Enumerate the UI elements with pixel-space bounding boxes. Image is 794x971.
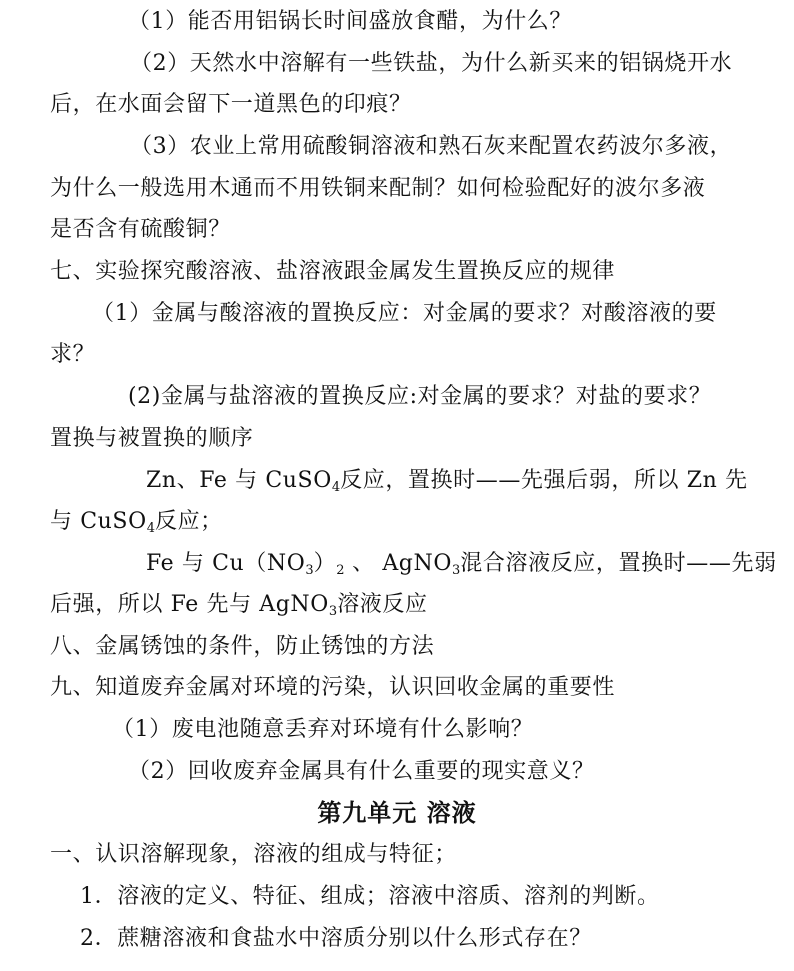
- reaction-line: [50, 590, 428, 627]
- subscript: 2: [336, 563, 345, 578]
- section-heading-text: 八、金属锈蚀的条件，防止锈蚀的方法: [50, 634, 435, 659]
- text-line: [50, 340, 95, 370]
- reaction-text: 后强，所以 Fe 先与 AgNO: [50, 592, 329, 617]
- question-line: [130, 49, 732, 79]
- question-text: （1）能否用铝锅长时间盛放食醋，为什么？: [128, 9, 572, 34]
- subscript: 4: [331, 480, 341, 495]
- reaction-text: 、 AgNO: [344, 551, 452, 576]
- text-line: [50, 90, 412, 120]
- subscript: 3: [328, 604, 338, 619]
- reaction-text: 混合溶液反应，置换时——先弱: [460, 551, 777, 576]
- text-line: [50, 215, 231, 245]
- list-item-text: 1．溶液的定义、特征、组成；溶液中溶质、溶剂的判断。: [80, 884, 660, 909]
- reaction-text: Fe 与 Cu（NO: [146, 551, 306, 576]
- question-line: [128, 7, 572, 37]
- section-heading-text: 一、认识溶解现象，溶液的组成与特征；: [50, 842, 457, 867]
- section-heading-text: 七、实验探究酸溶液、盐溶液跟金属发生置换反应的规律: [50, 259, 616, 284]
- question-line: [92, 299, 717, 329]
- body-text: 后，在水面会留下一道黑色的印痕？: [50, 92, 412, 117]
- question-line: [112, 715, 533, 745]
- body-text: 是否含有硫酸铜？: [50, 217, 231, 242]
- question-text: （2）天然水中溶解有一些铁盐，为什么新买来的铝锅烧开水: [130, 51, 733, 76]
- unit-title-text: 第九单元 溶液: [317, 798, 477, 827]
- reaction-text: 与 CuSO: [50, 509, 147, 534]
- body-text: 求？: [50, 342, 96, 367]
- question-line: [128, 382, 711, 412]
- section-heading: [50, 673, 615, 703]
- reaction-text: Zn、Fe 与 CuSO: [146, 468, 332, 493]
- reaction-line: [146, 549, 777, 586]
- reaction-line: [50, 507, 223, 544]
- question-text: (2)金属与盐溶液的置换反应:对金属的要求？对盐的要求？: [128, 384, 712, 409]
- body-text: 为什么一般选用木通而不用铁铜来配制？如何检验配好的波尔多液: [50, 176, 706, 201]
- subscript: 3: [305, 563, 314, 578]
- question-line: [128, 757, 595, 787]
- text-line: [50, 174, 705, 204]
- question-text: （2）回收废弃金属具有什么重要的现实意义？: [128, 759, 595, 784]
- subscript: 3: [451, 563, 461, 578]
- reaction-line: [146, 466, 748, 503]
- list-item: [80, 924, 592, 954]
- reaction-text: 溶液反应: [337, 592, 428, 617]
- reaction-text: 反应；: [154, 509, 223, 534]
- body-text: 置换与被置换的顺序: [50, 426, 254, 451]
- question-text: （1）废电池随意丢弃对环境有什么影响？: [112, 717, 534, 742]
- section-heading: [50, 840, 457, 870]
- list-item-text: 2．蔗糖溶液和食盐水中溶质分别以什么形式存在？: [80, 926, 592, 951]
- subscript: 4: [146, 521, 155, 536]
- section-heading: [50, 632, 434, 662]
- unit-title: [0, 797, 794, 829]
- text-line: [50, 424, 253, 454]
- question-text: （1）金属与酸溶液的置换反应：对金属的要求？对酸溶液的要: [92, 301, 717, 326]
- question-text: （3）农业上常用硫酸铜溶液和熟石灰来配置农药波尔多液，: [130, 134, 733, 159]
- section-heading-text: 九、知道废弃金属对环境的污染，认识回收金属的重要性: [50, 675, 616, 700]
- reaction-text: 反应，置换时——先强后弱，所以 Zn 先: [340, 468, 748, 493]
- question-line: [130, 132, 732, 162]
- reaction-text: ）: [313, 551, 337, 576]
- list-item: [80, 882, 660, 912]
- section-heading: [50, 257, 615, 287]
